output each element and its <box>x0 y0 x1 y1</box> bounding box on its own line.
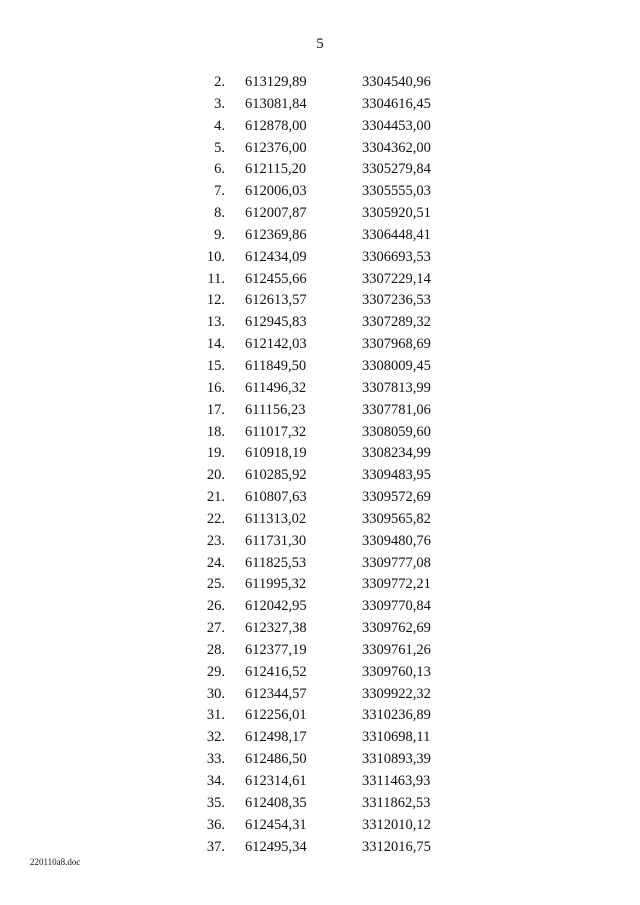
y-coordinate: 3304540,96 <box>362 74 431 90</box>
x-coordinate: 612007,87 <box>245 205 307 222</box>
x-coordinate: 612454,31 <box>245 816 307 833</box>
point-number: 3. <box>214 95 225 112</box>
x-coordinate: 612486,50 <box>245 751 307 768</box>
y-coordinate: 3310893,39 <box>362 751 431 768</box>
y-coordinate: 3309770,84 <box>362 598 431 615</box>
y-coordinate: 3309480,76 <box>362 532 431 549</box>
y-coordinate: 3312010,12 <box>362 816 431 833</box>
point-number: 23. <box>206 532 225 549</box>
point-number: 29. <box>206 663 225 680</box>
point-number: 18. <box>206 423 225 440</box>
x-coordinate: 612314,61 <box>245 773 307 789</box>
point-number: 37. <box>206 838 225 855</box>
page-number: 5 <box>316 36 324 52</box>
x-coordinate: 612344,57 <box>245 685 307 702</box>
point-number: 8. <box>214 205 225 222</box>
y-coordinate: 3304362,00 <box>362 139 431 156</box>
point-number: 20. <box>206 467 225 484</box>
point-number: 19. <box>206 445 225 462</box>
point-number: 13. <box>206 314 225 331</box>
point-number: 24. <box>206 554 225 571</box>
x-coordinate: 613129,89 <box>245 74 307 90</box>
x-coordinate: 610918,19 <box>245 445 307 462</box>
x-coordinate: 612455,66 <box>245 270 307 287</box>
point-number: 35. <box>206 794 225 811</box>
x-coordinate: 612142,03 <box>245 336 307 353</box>
y-coordinate: 3308059,60 <box>362 423 431 440</box>
x-coordinate: 612498,17 <box>245 729 307 746</box>
point-number: 26. <box>206 598 225 615</box>
point-number: 34. <box>206 773 225 789</box>
y-coordinate: 3311862,53 <box>362 794 431 811</box>
y-coordinate: 3305555,03 <box>362 183 431 200</box>
x-coordinate: 613081,84 <box>245 95 307 112</box>
x-coordinate: 612495,34 <box>245 838 307 855</box>
x-coordinate: 611849,50 <box>245 357 307 374</box>
x-coordinate: 612434,09 <box>245 248 307 265</box>
y-coordinate: 3304453,00 <box>362 117 431 134</box>
y-coordinate: 3309922,32 <box>362 685 431 702</box>
x-coordinate: 612945,83 <box>245 314 307 331</box>
y-coordinate: 3309565,82 <box>362 510 431 527</box>
point-number: 36. <box>206 816 225 833</box>
y-coordinate: 3308009,45 <box>362 357 431 374</box>
y-coordinate: 3305279,84 <box>362 161 431 178</box>
y-coordinate: 3309772,21 <box>362 576 431 593</box>
point-number: 25. <box>206 576 225 593</box>
y-coordinate: 3310236,89 <box>362 707 431 724</box>
x-coordinate: 610285,92 <box>245 467 307 484</box>
x-coordinate: 611017,32 <box>245 423 307 440</box>
y-coordinate: 3309761,26 <box>362 641 431 658</box>
y-coordinate: 3309572,69 <box>362 489 431 506</box>
point-number: 32. <box>206 729 225 746</box>
point-number: 5. <box>214 139 225 156</box>
x-coordinate: 612613,57 <box>245 292 307 309</box>
x-coordinate: 612042,95 <box>245 598 307 615</box>
y-coordinate: 3307813,99 <box>362 379 431 396</box>
x-coordinate: 612115,20 <box>245 161 307 178</box>
point-number: 2. <box>214 74 225 90</box>
x-coordinate: 611313,02 <box>245 510 307 527</box>
point-number: 30. <box>206 685 225 702</box>
point-number: 22. <box>206 510 225 527</box>
x-coordinate: 612878,00 <box>245 117 307 134</box>
y-coordinate: 3309483,95 <box>362 467 431 484</box>
y-coordinate: 3306448,41 <box>362 226 431 243</box>
point-number: 11. <box>207 270 225 287</box>
y-coordinate: 3307236,53 <box>362 292 431 309</box>
point-number: 4. <box>214 117 225 134</box>
y-coordinate: 3309777,08 <box>362 554 431 571</box>
point-number: 6. <box>214 161 225 178</box>
point-number: 15. <box>206 357 225 374</box>
point-number: 31. <box>206 707 225 724</box>
x-coordinate: 611825,53 <box>245 554 307 571</box>
x-coordinate: 611156,23 <box>245 401 306 418</box>
y-coordinate: 3308234,99 <box>362 445 431 462</box>
x-coordinate: 611731,30 <box>245 532 307 549</box>
y-coordinate: 3307289,32 <box>362 314 431 331</box>
point-number: 27. <box>206 620 225 637</box>
y-coordinate: 3309760,13 <box>362 663 431 680</box>
x-coordinate: 611496,32 <box>245 379 307 396</box>
footer-filename: 220110a8.doc <box>30 857 81 867</box>
y-coordinate: 3304616,45 <box>362 95 431 112</box>
x-coordinate: 612377,19 <box>245 641 307 658</box>
y-coordinate: 3307229,14 <box>362 270 431 287</box>
x-coordinate: 610807,63 <box>245 489 307 506</box>
x-coordinate: 612408,35 <box>245 794 307 811</box>
x-coordinate: 612256,01 <box>245 707 307 724</box>
x-coordinate: 612327,38 <box>245 620 307 637</box>
y-coordinate: 3310698,11 <box>362 729 431 746</box>
point-number: 14. <box>206 336 225 353</box>
point-number: 21. <box>206 489 225 506</box>
y-coordinate: 3306693,53 <box>362 248 431 265</box>
y-coordinate: 3305920,51 <box>362 205 431 222</box>
x-coordinate: 612376,00 <box>245 139 307 156</box>
point-number: 28. <box>206 641 225 658</box>
point-number: 7. <box>214 183 225 200</box>
point-number: 16. <box>206 379 225 396</box>
point-number: 12. <box>206 292 225 309</box>
y-coordinate: 3311463,93 <box>362 773 431 789</box>
x-coordinate: 612416,52 <box>245 663 307 680</box>
point-number: 10. <box>206 248 225 265</box>
x-coordinate: 612006,03 <box>245 183 307 200</box>
point-number: 9. <box>214 226 225 243</box>
x-coordinate: 611995,32 <box>245 576 307 593</box>
y-coordinate: 3307781,06 <box>362 401 431 418</box>
x-coordinate: 612369,86 <box>245 226 307 243</box>
point-number: 33. <box>206 751 225 768</box>
y-coordinate: 3307968,69 <box>362 336 431 353</box>
point-number: 17. <box>206 401 225 418</box>
y-coordinate: 3312016,75 <box>362 838 431 855</box>
y-coordinate: 3309762,69 <box>362 620 431 637</box>
